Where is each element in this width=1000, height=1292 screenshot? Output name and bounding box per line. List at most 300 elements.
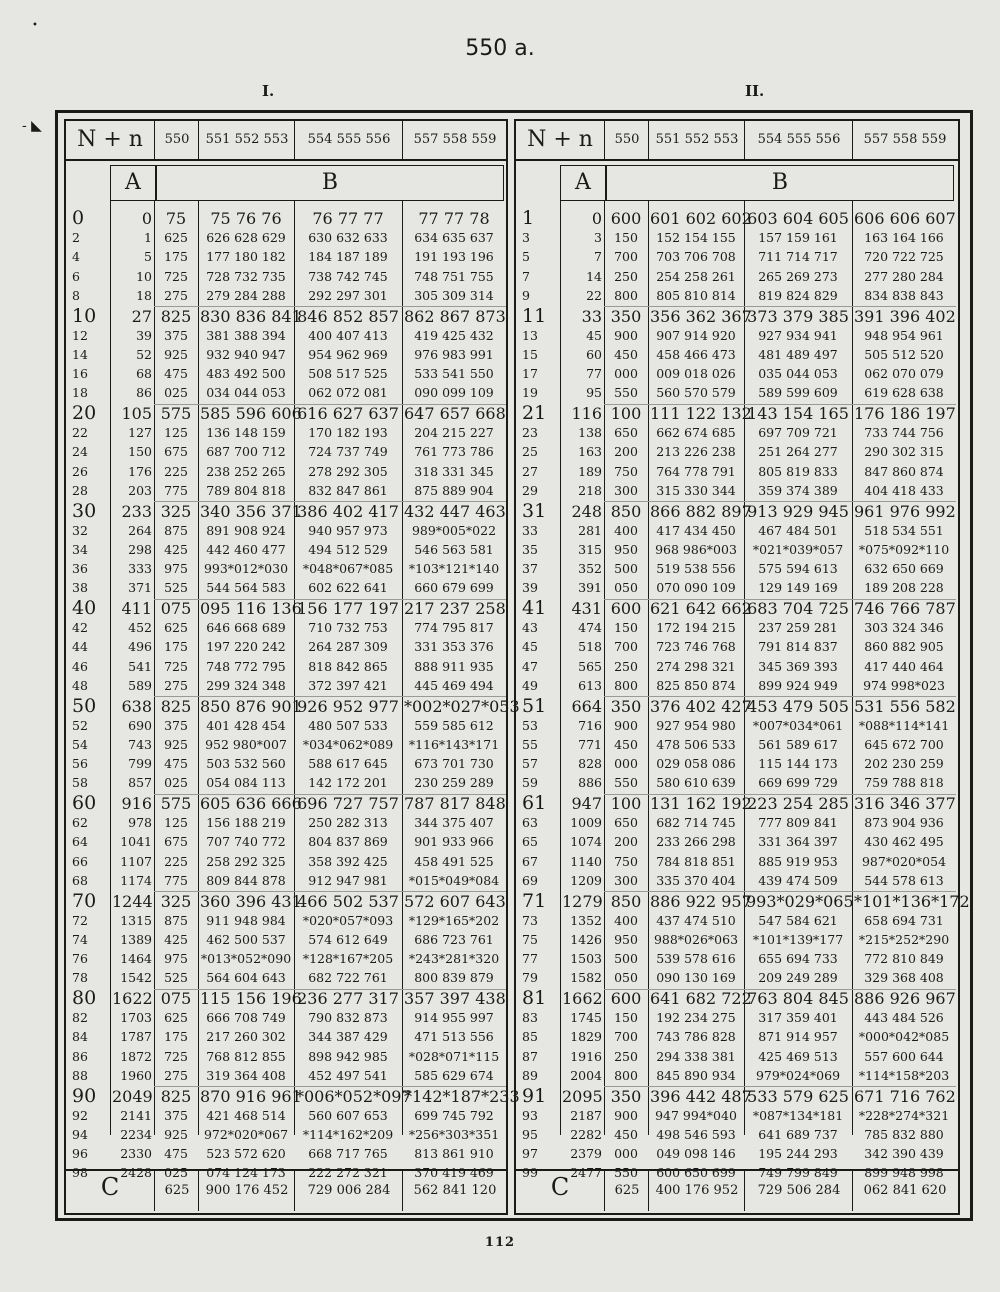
table-header [66, 121, 506, 161]
a-value: 716 [578, 717, 602, 733]
table-row [516, 483, 958, 498]
table-row [66, 597, 506, 619]
b-551-553: 768 812 855 [206, 1048, 286, 1064]
b-551-553: 968 986*003 [655, 541, 737, 557]
a-value: 39 [136, 327, 152, 343]
header-cell: 554 555 556 [744, 121, 853, 159]
a-value: 1009 [570, 815, 602, 831]
a-value: 2477 [570, 1165, 602, 1181]
b-551-553: 585 596 606 [200, 404, 302, 423]
a-value: 1582 [570, 970, 602, 986]
b-550: 000 [614, 1146, 638, 1162]
b-550: 225 [164, 853, 188, 869]
b-554-556: 574 612 649 [308, 931, 388, 947]
b-551-553: 600 650 699 [656, 1165, 736, 1181]
constant-value: 625 [604, 1171, 649, 1211]
a-value: 281 [578, 522, 602, 538]
table-row [66, 207, 506, 229]
b-557-559: 660 679 699 [414, 580, 494, 596]
n-value: 29 [522, 482, 538, 498]
table-row [516, 932, 958, 947]
b-557-559: 886 926 967 [854, 989, 956, 1008]
n-value: 48 [72, 677, 88, 693]
column-A-label: A [110, 165, 156, 201]
b-557-559: *103*121*140 [408, 561, 500, 577]
table-row [66, 328, 506, 343]
table-row [516, 385, 958, 400]
n-value: 90 [72, 1084, 97, 1107]
b-550: 750 [614, 853, 638, 869]
table-row [516, 1084, 958, 1107]
table-row [516, 1108, 958, 1123]
table-row [516, 499, 958, 522]
b-551-553: 723 746 768 [656, 639, 736, 655]
b-550: 125 [164, 815, 188, 831]
b-554-556: 223 254 285 [747, 794, 849, 813]
n-value: 93 [522, 1107, 538, 1123]
table-row [66, 464, 506, 479]
b-557-559: 699 745 792 [414, 1107, 494, 1123]
header-cell: 557 558 559 [852, 121, 957, 159]
b-554-556: 452 497 541 [308, 1067, 388, 1083]
header-cell: 551 552 553 [198, 121, 295, 159]
b-557-559: *228*274*321 [858, 1107, 950, 1123]
table-row [516, 1068, 958, 1083]
b-551-553: 376 402 427 [650, 696, 752, 716]
n-value: 77 [522, 951, 538, 967]
b-550: 775 [164, 872, 188, 888]
b-551-553: 539 578 616 [656, 951, 736, 967]
b-550: 175 [164, 249, 188, 265]
b-550: 875 [164, 522, 188, 538]
n-value: 19 [522, 385, 538, 401]
b-551-553: 703 706 708 [656, 249, 736, 265]
table-row [516, 1127, 958, 1142]
a-value: 886 [578, 775, 602, 791]
a-value: 1426 [570, 931, 602, 947]
n-value: 21 [522, 402, 547, 424]
b-557-559: *015*049*084 [408, 872, 500, 888]
b-550: 625 [164, 1010, 188, 1026]
b-554-556: 940 957 973 [308, 522, 388, 538]
table-row [66, 1049, 506, 1064]
b-554-556: *021*039*057 [752, 541, 844, 557]
b-557-559: 759 788 818 [864, 775, 944, 791]
b-551-553: 054 084 113 [206, 775, 286, 791]
b-557-559: 619 628 638 [864, 385, 944, 401]
table-row [516, 523, 958, 538]
a-value: 2428 [120, 1165, 152, 1181]
b-554-556: 345 369 393 [758, 658, 838, 674]
section-label-II: II. [745, 82, 765, 100]
a-value: 77 [586, 366, 602, 382]
n-value: 82 [72, 1010, 88, 1026]
n-value: 0 [72, 207, 85, 229]
b-554-556: *087*134*181 [752, 1107, 844, 1123]
b-554-556: *020*057*093 [302, 912, 394, 928]
table-row [516, 1146, 958, 1161]
a-value: 105 [121, 404, 152, 423]
b-557-559: 834 838 843 [864, 287, 944, 303]
b-554-556: 195 244 293 [758, 1146, 838, 1162]
a-value: 1315 [120, 912, 152, 928]
b-557-559: 471 513 556 [414, 1029, 494, 1045]
table-row [66, 815, 506, 830]
b-551-553: *013*052*090 [200, 951, 292, 967]
b-554-556: 602 622 641 [308, 580, 388, 596]
b-554-556: 209 249 289 [758, 970, 838, 986]
a-value: 664 [571, 696, 602, 716]
n-value: 27 [522, 463, 538, 479]
a-value: 1787 [120, 1029, 152, 1045]
b-550: 650 [614, 815, 638, 831]
a-value: 1209 [570, 872, 602, 888]
b-554-556: 979*024*069 [755, 1067, 841, 1083]
b-551-553: 907 914 920 [656, 327, 736, 343]
n-value: 58 [72, 775, 88, 791]
b-551-553: 784 818 851 [656, 853, 736, 869]
b-557-559: 901 933 966 [414, 834, 494, 850]
a-value: 248 [571, 501, 602, 521]
table-row [66, 1146, 506, 1161]
a-value: 589 [128, 677, 152, 693]
table-row [66, 1108, 506, 1123]
b-554-556: 386 402 417 [297, 501, 399, 521]
b-554-556: 157 159 161 [758, 230, 838, 246]
n-value: 34 [72, 541, 88, 557]
b-554-556: 453 479 505 [747, 696, 849, 716]
b-550: 875 [164, 912, 188, 928]
a-value: 2330 [120, 1146, 152, 1162]
a-value: 1140 [570, 853, 602, 869]
b-550: 025 [164, 775, 188, 791]
a-value: 1872 [120, 1048, 152, 1064]
a-value: 203 [128, 482, 152, 498]
a-value: 857 [128, 775, 152, 791]
b-557-559: 432 447 463 [404, 501, 506, 521]
a-value: 828 [578, 756, 602, 772]
b-557-559: 531 556 582 [854, 696, 956, 716]
b-550: 675 [164, 444, 188, 460]
b-554-556: 898 942 985 [308, 1048, 388, 1064]
b-554-556: 711 714 717 [758, 249, 838, 265]
b-550: 350 [610, 1086, 642, 1106]
b-550: 375 [164, 717, 188, 733]
b-550: 900 [614, 717, 638, 733]
table-row [66, 775, 506, 790]
b-551-553: 666 708 749 [206, 1010, 286, 1026]
b-557-559: 546 563 581 [414, 541, 494, 557]
a-value: 1174 [120, 872, 152, 888]
n-value: 55 [522, 736, 538, 752]
table-row [516, 288, 958, 303]
b-550: 900 [614, 327, 638, 343]
b-551-553: 238 252 265 [206, 463, 286, 479]
b-557-559: 645 672 700 [864, 736, 944, 752]
b-550: 700 [614, 639, 638, 655]
b-551-553: 662 674 685 [656, 425, 736, 441]
b-551-553: 483 492 500 [206, 366, 286, 382]
table-row [516, 659, 958, 674]
b-550: 025 [164, 1165, 188, 1181]
b-554-556: 76 77 77 [312, 209, 384, 228]
b-557-559: 163 164 166 [864, 230, 944, 246]
b-550: 450 [614, 346, 638, 362]
n-value: 54 [72, 736, 88, 752]
a-value: 799 [128, 756, 152, 772]
b-554-556: 926 952 977 [297, 696, 399, 716]
table-row [516, 718, 958, 733]
n-value: 60 [72, 792, 97, 814]
b-551-553: 315 330 344 [656, 482, 736, 498]
a-value: 690 [128, 717, 152, 733]
n-value: 89 [522, 1067, 538, 1083]
n-value: 86 [72, 1048, 88, 1064]
n-value: 10 [72, 304, 97, 327]
table-row [66, 249, 506, 264]
b-554-556: 913 929 945 [747, 501, 849, 521]
a-value: 1074 [570, 834, 602, 850]
b-557-559: 748 751 755 [414, 268, 494, 284]
b-557-559: *088*114*141 [858, 717, 950, 733]
table-row [66, 834, 506, 849]
footer-page-number: 112 [484, 1235, 516, 1250]
b-550: 800 [614, 287, 638, 303]
b-550: 725 [164, 1048, 188, 1064]
b-557-559: 370 419 469 [414, 1165, 494, 1181]
n-value: 69 [522, 872, 538, 888]
b-551-553: 115 156 196 [200, 989, 302, 1008]
table-row [66, 737, 506, 752]
b-554-556: 603 604 605 [747, 209, 849, 228]
b-550: 550 [614, 1165, 638, 1181]
b-550: 200 [614, 834, 638, 850]
b-550: 575 [160, 794, 192, 813]
b-550: 350 [610, 696, 642, 716]
table-row [66, 542, 506, 557]
b-550: 975 [164, 561, 188, 577]
b-554-556: 250 282 313 [308, 815, 388, 831]
n-value: 25 [522, 444, 538, 460]
b-554-556: 899 924 949 [758, 677, 838, 693]
b-551-553: 601 602 602 [650, 209, 752, 228]
n-value: 74 [72, 931, 88, 947]
table-row [66, 659, 506, 674]
b-550: 250 [614, 268, 638, 284]
n-value: 26 [72, 463, 88, 479]
n-value: 97 [522, 1146, 538, 1162]
table-row [66, 951, 506, 966]
b-554-556: 278 292 305 [308, 463, 388, 479]
b-557-559: 404 418 433 [864, 482, 944, 498]
b-554-556: *101*139*177 [752, 931, 844, 947]
n-value: 40 [72, 597, 97, 619]
b-551-553: 707 740 772 [206, 834, 286, 850]
b-557-559: 518 534 551 [864, 522, 944, 538]
b-550: 050 [614, 970, 638, 986]
b-551-553: 111 122 132 [650, 404, 752, 423]
b-554-556: 466 502 537 [297, 891, 399, 911]
a-value: 176 [128, 463, 152, 479]
b-551-553: 156 188 219 [206, 815, 286, 831]
table-row [66, 889, 506, 912]
table-row [516, 815, 958, 830]
table-row [66, 288, 506, 303]
b-557-559: 458 491 525 [414, 853, 494, 869]
b-550: 825 [160, 696, 192, 716]
b-550: 700 [614, 249, 638, 265]
table-row [66, 639, 506, 654]
b-551-553: 049 098 146 [656, 1146, 736, 1162]
n-value: 23 [522, 425, 538, 441]
b-557-559: *129*165*202 [408, 912, 500, 928]
b-550: 375 [164, 327, 188, 343]
constant-label: C [100, 1173, 120, 1201]
b-554-556: 344 387 429 [308, 1029, 388, 1045]
b-550: 675 [164, 834, 188, 850]
header-cell: 551 552 553 [648, 121, 745, 159]
b-554-556: 805 819 833 [758, 463, 838, 479]
b-551-553: 952 980*007 [205, 736, 287, 752]
b-551-553: 988*026*063 [653, 931, 739, 947]
b-554-556: 710 732 753 [308, 620, 388, 636]
b-551-553: 421 468 514 [206, 1107, 286, 1123]
table-row [516, 678, 958, 693]
a-value: 60 [586, 346, 602, 362]
b-551-553: 605 636 666 [200, 794, 302, 813]
b-551-553: 886 922 957 [650, 891, 752, 911]
b-554-556: 547 584 621 [758, 912, 838, 928]
a-value: 150 [128, 444, 152, 460]
page-number: 550 a. [465, 36, 535, 61]
table-row [516, 951, 958, 966]
b-550: 050 [614, 580, 638, 596]
b-550: 075 [160, 989, 192, 1008]
b-554-556: 292 297 301 [308, 287, 388, 303]
b-551-553: 993*012*030 [203, 561, 289, 577]
b-551-553: 131 162 192 [650, 794, 752, 813]
b-557-559: 813 861 910 [414, 1146, 494, 1162]
table-row [66, 1010, 506, 1025]
b-551-553: 360 396 431 [200, 891, 302, 911]
b-551-553: 911 948 984 [206, 912, 286, 928]
b-550: 625 [164, 620, 188, 636]
b-551-553: 850 876 901 [200, 696, 302, 716]
b-551-553: 356 362 367 [650, 306, 752, 326]
b-550: 650 [614, 425, 638, 441]
b-554-556: 331 364 397 [758, 834, 838, 850]
b-551-553: 136 148 159 [206, 425, 286, 441]
a-value: 496 [128, 639, 152, 655]
n-value: 56 [72, 756, 88, 772]
table-row [516, 737, 958, 752]
table-row [516, 970, 958, 985]
b-557-559: 189 208 228 [864, 580, 944, 596]
table-row [66, 932, 506, 947]
table-row [516, 542, 958, 557]
b-557-559: 217 237 258 [404, 599, 506, 618]
b-557-559: 974 998*023 [863, 677, 945, 693]
n-value: 7 [522, 268, 530, 284]
b-554-556: 400 407 413 [308, 327, 388, 343]
b-554-556: 575 594 613 [758, 561, 838, 577]
b-550: 600 [610, 599, 642, 618]
n-value: 83 [522, 1010, 538, 1026]
a-value: 518 [578, 639, 602, 655]
b-557-559: 634 635 637 [414, 230, 494, 246]
table-row [66, 620, 506, 635]
b-551-553: 029 058 086 [656, 756, 736, 772]
b-557-559: 544 578 613 [864, 872, 944, 888]
b-550: 175 [164, 639, 188, 655]
n-value: 14 [72, 346, 88, 362]
b-554-556: *034*062*089 [302, 736, 394, 752]
table-row [516, 792, 958, 814]
b-551-553: 866 882 897 [650, 501, 752, 521]
b-554-556: 683 704 725 [747, 599, 849, 618]
table-row [516, 304, 958, 327]
b-550: 75 [165, 209, 187, 228]
b-550: 975 [164, 951, 188, 967]
b-551-553: 728 732 735 [206, 268, 286, 284]
b-557-559: 899 948 998 [864, 1165, 944, 1181]
b-554-556: 372 397 421 [308, 677, 388, 693]
margin-dot: • [32, 20, 38, 31]
a-value: 743 [128, 736, 152, 752]
table-row [66, 1029, 506, 1044]
n-value: 4 [72, 249, 80, 265]
b-554-556: 222 272 321 [308, 1165, 388, 1181]
b-551-553: 442 460 477 [206, 541, 286, 557]
b-551-553: 192 234 275 [656, 1010, 736, 1026]
n-value: 36 [72, 561, 88, 577]
table-row [516, 230, 958, 245]
b-557-559: 785 832 880 [864, 1126, 944, 1142]
b-551-553: 498 546 593 [656, 1126, 736, 1142]
b-557-559: 761 773 786 [414, 444, 494, 460]
b-551-553: 335 370 404 [656, 872, 736, 888]
n-value: 12 [72, 327, 88, 343]
table-row [66, 499, 506, 522]
b-551-553: 070 090 109 [656, 580, 736, 596]
b-557-559: 572 607 643 [404, 891, 506, 911]
column-B-label: B [156, 165, 504, 201]
b-551-553: 621 642 662 [650, 599, 752, 618]
n-value: 51 [522, 694, 547, 717]
n-value: 47 [522, 658, 538, 674]
b-557-559: *142*187*233 [404, 1086, 520, 1106]
b-550: 850 [610, 891, 642, 911]
b-557-559: 585 629 674 [414, 1067, 494, 1083]
b-551-553: 213 226 238 [656, 444, 736, 460]
b-557-559: 888 911 935 [414, 658, 494, 674]
table-row [516, 873, 958, 888]
b-557-559: 860 882 905 [864, 639, 944, 655]
b-557-559: 632 650 669 [864, 561, 944, 577]
b-554-556: 359 374 389 [758, 482, 838, 498]
n-value: 9 [522, 287, 530, 303]
b-550: 625 [164, 230, 188, 246]
table-row [516, 425, 958, 440]
b-550: 800 [614, 677, 638, 693]
a-value: 3 [594, 230, 602, 246]
b-554-556: 265 269 273 [758, 268, 838, 284]
b-557-559: 331 353 376 [414, 639, 494, 655]
n-value: 16 [72, 366, 88, 382]
a-value: 1279 [562, 891, 603, 911]
table-row [516, 347, 958, 362]
b-554-556: 724 737 749 [308, 444, 388, 460]
